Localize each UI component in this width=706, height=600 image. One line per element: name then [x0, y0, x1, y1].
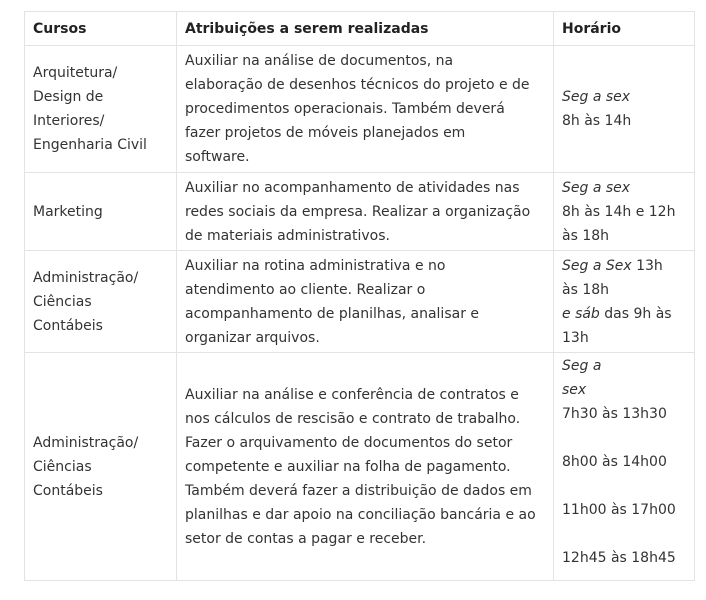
curso-line: Contábeis — [33, 317, 103, 334]
curso-line: Contábeis — [33, 482, 103, 499]
horario-slot: 12h45 às 18h45 — [562, 550, 676, 566]
horario-days: Seg a sex — [562, 89, 631, 105]
slot-spacer — [562, 474, 686, 498]
curso-line: Administração/ — [33, 269, 139, 286]
curso-line: Ciências — [33, 458, 92, 475]
atribuicao-line: competente e auxiliar na folha de pagamento. — [185, 458, 511, 475]
cell-curso — [25, 251, 177, 353]
atribuicao-line: redes sociais da empresa. Realizar a organização — [185, 203, 531, 220]
atribuicao-line: planilhas e dar apoio na conciliação bancária e ao — [185, 506, 536, 523]
atribuicao-line: Auxiliar no acompanhamento de atividades nas — [185, 179, 520, 196]
atribuicao-line: Auxiliar na análise de documentos, na — [185, 53, 454, 69]
horario-line — [562, 302, 686, 326]
horario-time: das 9h às — [599, 305, 672, 322]
horario-days: sex — [562, 382, 587, 398]
horario-days: e sáb — [562, 305, 600, 322]
cell-atribuicoes — [177, 251, 554, 353]
header-row — [25, 12, 695, 46]
horario-time: 8h às 14h — [562, 113, 632, 129]
slot-spacer — [562, 522, 686, 546]
horario-slot: 7h30 às 13h30 — [562, 406, 667, 422]
atribuicao-line: atendimento ao cliente. Realizar o — [185, 281, 426, 298]
curso-line: Design de — [33, 89, 104, 105]
atribuicao-line: elaboração de desenhos técnicos do projeto e de — [185, 77, 530, 93]
curso-line: Engenharia Civil — [33, 137, 147, 153]
atribuicao-line: de materiais administrativos. — [185, 227, 390, 244]
cell-horario — [554, 251, 695, 353]
atribuicao-line: setor de contas a pagar e receber. — [185, 530, 427, 547]
horario-time: 8h às 14h e 12h — [562, 203, 676, 220]
curso-line: Interiores/ — [33, 113, 105, 129]
horario-days: Seg a sex — [562, 179, 631, 196]
cell-atribuicoes — [177, 173, 554, 251]
atribuicao-line: Também deverá fazer a distribuição de dados em — [185, 482, 532, 499]
horario-time: 13h — [562, 329, 589, 346]
curso-line: Ciências — [33, 293, 92, 310]
cell-horario — [554, 46, 695, 173]
atribuicao-line: procedimentos operacionais. Também deverá — [185, 101, 505, 117]
curso-line: Arquitetura/ — [33, 65, 118, 81]
cell-curso — [25, 46, 177, 173]
atribuicao-line: nos cálculos de rescisão e contrato de trabalho. — [185, 410, 521, 427]
header-cursos: Cursos — [25, 12, 177, 46]
header-atribuicoes: Atribuições a serem realizadas — [177, 12, 554, 46]
atribuicao-line: acompanhamento de planilhas, analisar e — [185, 305, 480, 322]
cell-curso — [25, 353, 177, 581]
courses-table-container — [24, 11, 694, 581]
table-row — [25, 46, 695, 173]
curso-line: Marketing — [33, 203, 103, 220]
horario-time: 13h — [631, 257, 663, 274]
atribuicao-line: Fazer o arquivamento de documentos do setor — [185, 434, 513, 451]
slot-spacer — [562, 426, 686, 450]
table-header — [25, 12, 695, 46]
courses-table — [24, 11, 695, 581]
horario-slot: 11h00 às 17h00 — [562, 502, 676, 518]
horario-time: às 18h — [562, 227, 610, 244]
atribuicao-line: fazer projetos de móveis planejados em — [185, 125, 466, 141]
atribuicao-line: software. — [185, 149, 250, 165]
atribuicao-line: Auxiliar na rotina administrativa e no — [185, 257, 446, 274]
table-row — [25, 173, 695, 251]
curso-line: Administração/ — [33, 434, 139, 451]
atribuicao-line: Auxiliar na análise e conferência de contratos e — [185, 386, 519, 403]
horario-days: Seg a Sex — [562, 257, 632, 274]
horario-days: Seg a — [562, 358, 602, 374]
atribuicao-line: organizar arquivos. — [185, 329, 320, 346]
header-horario: Horário — [554, 12, 695, 46]
cell-horario — [554, 173, 695, 251]
cell-curso — [25, 173, 177, 251]
table-row — [25, 251, 695, 353]
table-row — [25, 353, 695, 581]
horario-slot: 8h00 às 14h00 — [562, 454, 667, 470]
cell-atribuicoes — [177, 353, 554, 581]
cell-atribuicoes — [177, 46, 554, 173]
horario-line — [562, 254, 686, 278]
horario-time: às 18h — [562, 281, 610, 298]
cell-horario — [554, 353, 695, 581]
